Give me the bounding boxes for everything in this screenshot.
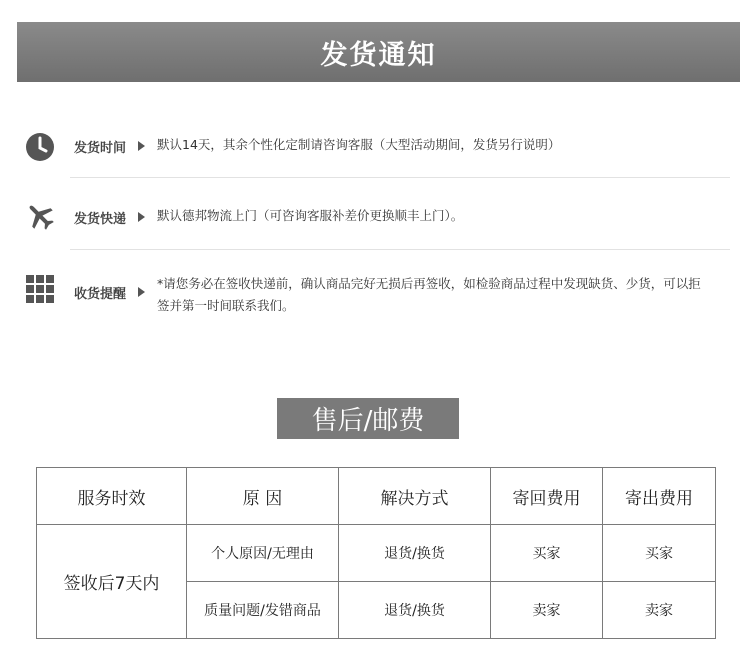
arrow-right-icon: [138, 212, 145, 222]
grid-icon: [24, 273, 56, 305]
table-header-cell: 原 因: [187, 468, 339, 525]
table-header-cell: 服务时效: [37, 468, 187, 525]
table-header-row: [37, 468, 716, 525]
solution-cell: 退货/换货: [339, 525, 491, 582]
ship-fee-cell: 买家: [603, 525, 716, 582]
return-fee-cell: 卖家: [491, 582, 603, 639]
notice-label: 发货快递: [74, 212, 127, 227]
airplane-icon: [24, 200, 56, 232]
after-sales-table: [36, 467, 716, 639]
reason-cell: 质量问题/发错商品: [187, 582, 339, 639]
banner-title: 发货通知: [320, 39, 437, 71]
divider: [70, 177, 730, 178]
table-header-cell: 解决方式: [339, 468, 491, 525]
ship-fee-cell: 卖家: [603, 582, 716, 639]
notice-label: 发货时间: [74, 141, 127, 156]
notice-text: 默认德邦物流上门（可咨询客服补差价更换顺丰上门）。: [157, 208, 464, 223]
table-row: [37, 525, 716, 582]
divider: [70, 249, 730, 250]
after-sales-banner: [277, 398, 459, 439]
notice-text: *请您务必在签收快递前，确认商品完好无损后再签收，如检验商品过程中发现缺货、少货，可以拒签并第一时间联系我们。: [157, 276, 701, 313]
table-header-cell: 寄出费用: [603, 468, 716, 525]
shipping-notice-banner: [17, 22, 740, 82]
return-fee-cell: 买家: [491, 525, 603, 582]
solution-cell: 退货/换货: [339, 582, 491, 639]
notice-row-receipt-reminder: [24, 273, 734, 317]
arrow-right-icon: [138, 287, 145, 297]
notice-row-courier: [24, 200, 734, 232]
service-period-cell: 签收后7天内: [37, 525, 187, 639]
clock-icon: [24, 131, 56, 163]
notice-text: 默认14天，其余个性化定制请咨询客服（大型活动期间，发货另行说明）: [157, 137, 561, 152]
after-sales-title: 售后/邮费: [311, 406, 425, 436]
notice-row-shipping-time: [24, 131, 734, 163]
arrow-right-icon: [138, 141, 145, 151]
reason-cell: 个人原因/无理由: [187, 525, 339, 582]
notice-label: 收货提醒: [74, 287, 127, 302]
table-header-cell: 寄回费用: [491, 468, 603, 525]
